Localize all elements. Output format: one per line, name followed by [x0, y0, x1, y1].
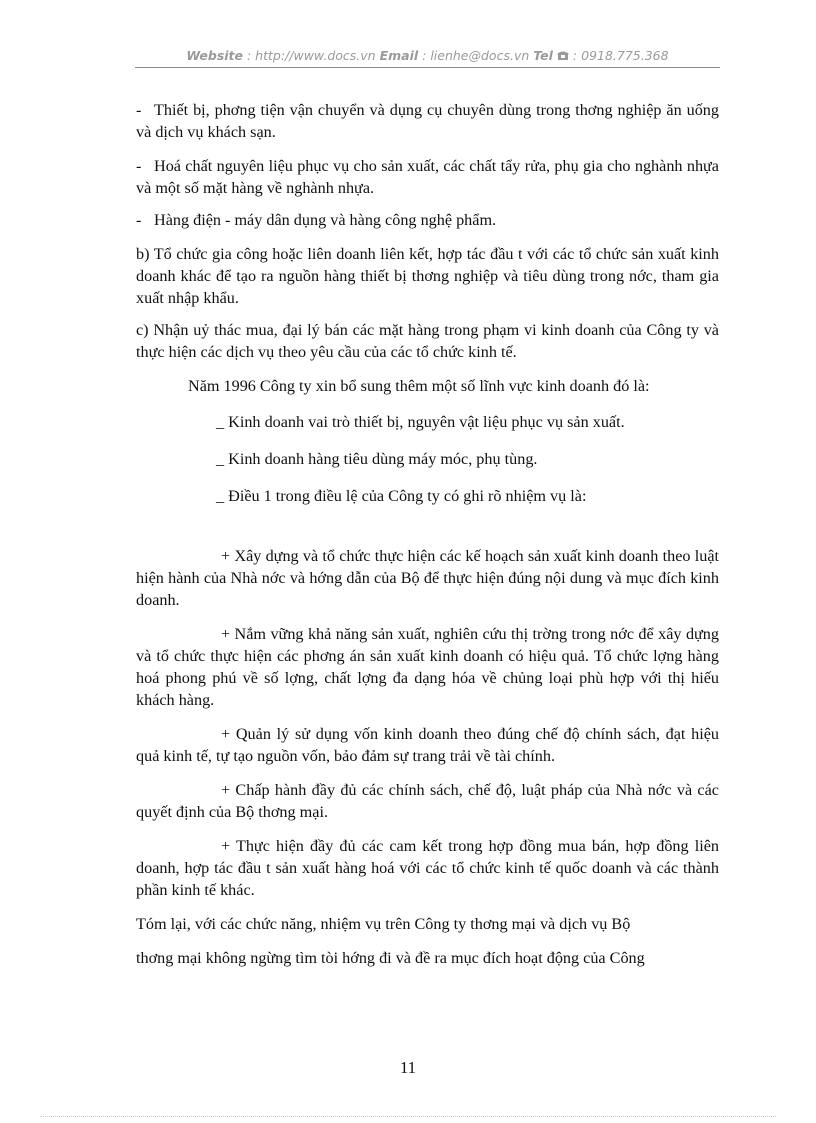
website-label: Website	[186, 48, 244, 63]
page-header	[135, 48, 720, 63]
paragraph: b) Tổ chức gia công hoặc liên doanh liên kết, hợp tác đầu t với các tổ chức sản xuất kinh doanh khác để tạo ra nguồn hàng thiết bị thơng nghiệp và tiêu dùng trong nớc, tham gia xuất nhập khẩu.	[136, 245, 719, 307]
task-item: + Thực hiện đầy đủ các cam kết trong hợp đồng mua bán, hợp đồng liên doanh, hợp tác đầu t sản xuất hàng hoá với các tổ chức kinh tế quốc doanh và các thành phần kinh tế khác.	[136, 837, 719, 899]
header-divider	[135, 67, 720, 68]
list-item: _ Kinh doanh vai trò thiết bị, nguyên vật liệu phục vụ sản xuất.	[216, 413, 625, 431]
paragraph: Năm 1996 Công ty xin bổ sung thêm một số lĩnh vực kinh doanh đó là:	[188, 377, 650, 395]
tel-label: Tel	[533, 48, 553, 63]
bullet: -	[136, 211, 142, 229]
list-item: _ Kinh doanh hàng tiêu dùng máy móc, phụ tùng.	[216, 450, 538, 468]
paragraph: - Hoá chất nguyên liệu phục vụ cho sản xuất, các chất tẩy rửa, phụ gia cho nghành nhựa và một số mặt hàng về nghành nhựa.	[136, 157, 719, 197]
summary-paragraph: Tóm lại, với các chức năng, nhiệm vụ trên Công ty thơng mại và dịch vụ Bộ	[136, 915, 631, 933]
task-item: + Nắm vững khả năng sản xuất, nghiên cứu thị trờng trong nớc để xây dựng và tổ chức thực hiện các phơng án sản xuất kinh doanh có hiệu quả. Tổ chức lợng hàng hoá phong phú về số lợng, chất lợng đa dạng hóa về chủng loại phù hợp với thị hiếu khách hàng.	[136, 625, 719, 709]
website-value: : http://www.docs.vn	[247, 48, 376, 63]
paragraph: - Thiết bị, phơng tiện vận chuyển và dụng cụ chuyên dùng trong thơng nghiệp ăn uống và dịch vụ khách sạn.	[136, 101, 719, 141]
tel-value: : 0918.775.368	[572, 48, 669, 63]
document-body	[136, 99, 719, 969]
phone-icon	[557, 48, 569, 63]
task-item: + Quản lý sử dụng vốn kinh doanh theo đúng chế độ chính sách, đạt hiệu quả kinh tế, tự tạo nguồn vốn, bảo đảm sự trang trải về tài chính.	[136, 725, 719, 765]
page-number: 11	[399, 1058, 417, 1077]
list-item: _ Điều 1 trong điều lệ của Công ty có ghi rõ nhiệm vụ là:	[216, 487, 587, 505]
paragraph: - Hàng điện - máy dân dụng và hàng công nghệ phẩm.	[136, 211, 497, 229]
email-value: : lienhe@docs.vn	[422, 48, 530, 63]
paragraph: c) Nhận uỷ thác mua, đại lý bán các mặt hàng trong phạm vi kinh doanh của Công ty và thực hiện các dịch vụ theo yêu cầu của các tổ chức kinh tế.	[136, 321, 719, 361]
page-bottom-divider	[40, 1116, 776, 1117]
task-item: + Chấp hành đầy đủ các chính sách, chế độ, luật pháp của Nhà nớc và các quyết định của Bộ thơng mại.	[136, 781, 719, 821]
bullet: -	[136, 157, 142, 175]
email-label: Email	[379, 48, 419, 63]
summary-paragraph: thơng mại không ngừng tìm tòi hớng đi và đề ra mục đích hoạt động của Công	[136, 949, 645, 967]
bullet: -	[136, 101, 142, 119]
task-item: + Xây dựng và tổ chức thực hiện các kế hoạch sản xuất kinh doanh theo luật hiện hành của Nhà nớc và hớng dẫn của Bộ để thực hiện đúng nội dung và mục đích kinh doanh.	[136, 547, 719, 609]
